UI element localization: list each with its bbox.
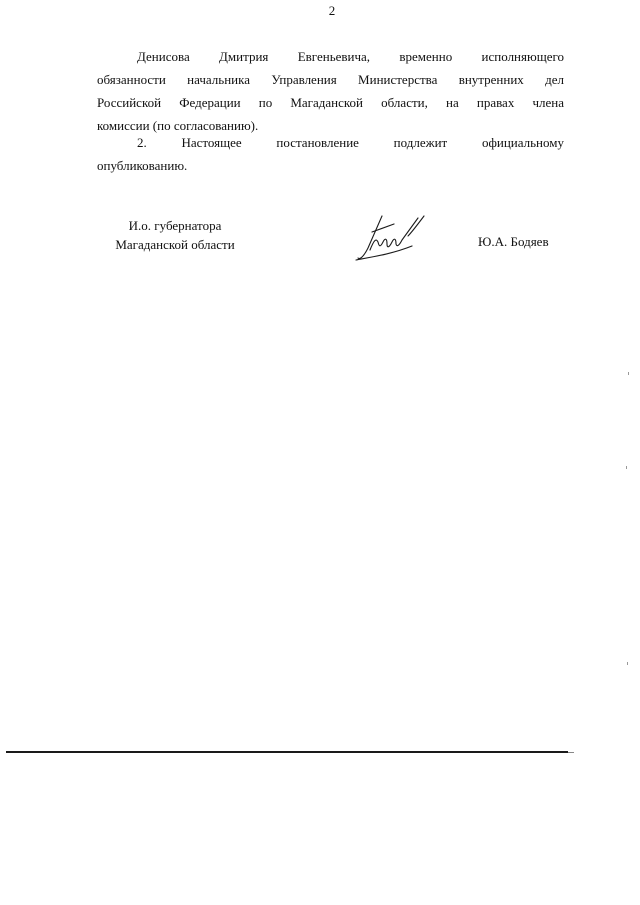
paragraph-publication (97, 131, 564, 177)
signer-position-line: Магаданской области (115, 237, 235, 252)
text-line: обязанности начальника Управления Министерства внутренних дел (97, 72, 564, 87)
horizontal-rule-tail (568, 752, 574, 753)
text-line: комиссии (по согласованию). (97, 118, 259, 133)
page-number: 2 (328, 3, 336, 18)
handwritten-signature (352, 210, 432, 266)
paragraph-commission-member (97, 45, 564, 137)
text-line: Денисова Дмитрия Евгеньевича, временно исполняющего (137, 49, 564, 64)
text-line: Российской Федерации по Магаданской области, на правах члена (97, 95, 564, 110)
horizontal-rule (6, 751, 568, 753)
text-line: 2. Настоящее постановление подлежит официальному (137, 135, 564, 150)
text-line: опубликованию. (97, 158, 188, 173)
scan-speck (626, 466, 627, 469)
scan-speck (628, 372, 629, 375)
signer-name: Ю.А. Бодяев (478, 234, 549, 249)
signer-position-line: И.о. губернатора (128, 218, 222, 233)
scan-speck (627, 662, 628, 665)
signer-position (100, 216, 250, 254)
